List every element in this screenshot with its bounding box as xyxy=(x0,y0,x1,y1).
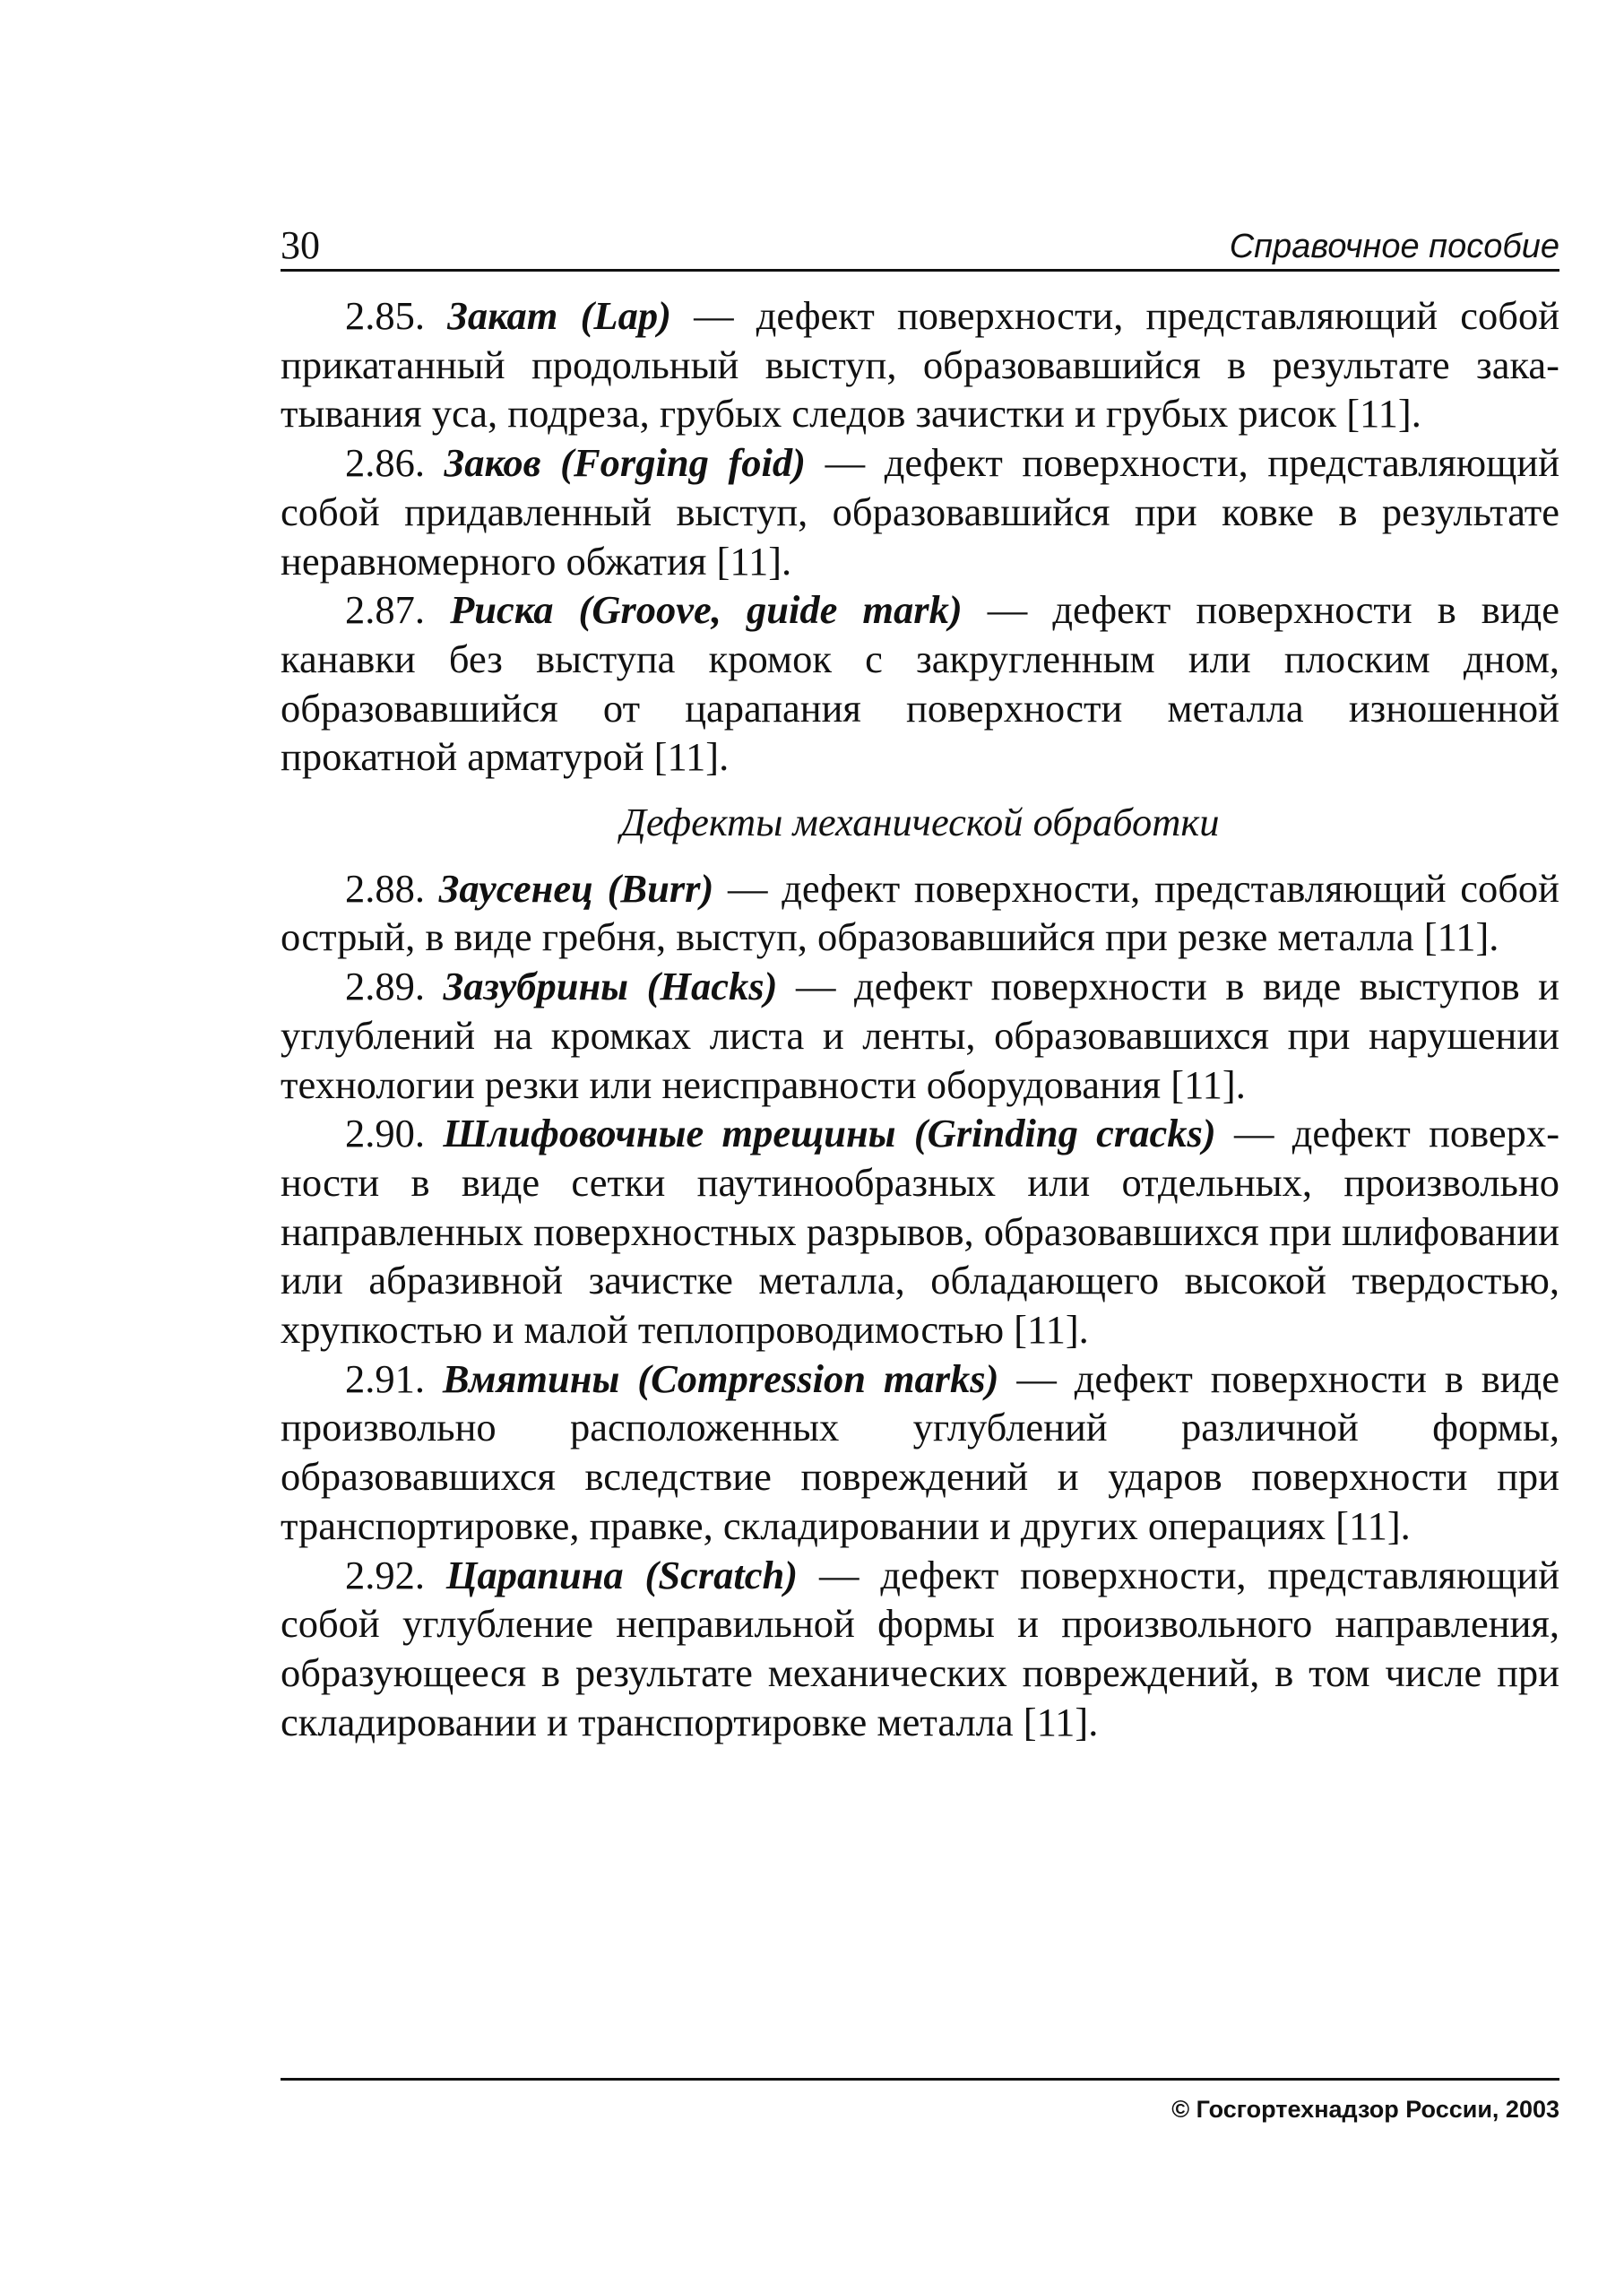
page-number: 30 xyxy=(281,223,320,267)
entry-term: Зазубрины (Hacks) xyxy=(443,964,778,1009)
header-rule xyxy=(281,269,1559,272)
entry-definition: — дефект поверхности в виде канавки без выступа кромок с закругленным или плоским дном, образовавшийся от царапания поверхности металла изношенной прокатной арматурой [11]. xyxy=(281,587,1560,780)
entry-definition: — дефект поверхности, представляющий собой придавленный выступ, образовавшийся при ковке в результате неравномерного обжатия [11]. xyxy=(281,440,1560,584)
entry-number: 2.89. xyxy=(345,964,425,1009)
copyright-notice: © Госгортехнадзор России, 2003 xyxy=(1171,2096,1559,2123)
entry-number: 2.85. xyxy=(345,293,425,338)
section-heading: Дефекты механической обработки xyxy=(620,800,1220,845)
definition-entry xyxy=(281,585,1559,782)
entry-definition: — дефект поверхности, представляющий собой прикатанный продольный выступ, образовавшийся в результате закатывания уса, подреза, грубых следов зачистки и грубых рисок [11]. xyxy=(281,293,1560,437)
entry-term: Риска (Groove, guide mark) xyxy=(450,587,963,633)
footer-rule xyxy=(281,2078,1559,2081)
definition-entry xyxy=(281,1354,1559,1551)
entry-definition: — дефект поверхности в виде выступов и углублений на кромках листа и ленты, образовавшихся при нарушении технологии резки или неисправности оборудования [11]. xyxy=(281,964,1559,1107)
entry-term: Заусенец (Burr) xyxy=(438,865,714,911)
definition-entry xyxy=(281,962,1559,1109)
entry-number: 2.88. xyxy=(345,865,425,911)
definition-entry xyxy=(281,438,1559,585)
entry-number: 2.87. xyxy=(345,587,425,633)
entry-definition: — дефект поверхности, представляющий собой острый, в виде гребня, выступ, образовавшийся при резке металла [11]. xyxy=(281,865,1559,960)
entry-term: Закат (Lap) xyxy=(447,293,671,338)
definition-entry xyxy=(281,1109,1559,1354)
entry-number: 2.86. xyxy=(345,440,425,486)
definition-entry xyxy=(281,864,1559,962)
entry-term: Царапина (Scratch) xyxy=(445,1552,799,1597)
entry-number: 2.90. xyxy=(345,1111,425,1156)
document-body xyxy=(281,291,1559,1746)
definition-entry xyxy=(281,291,1559,438)
entry-definition: — дефект поверхности, представляющий собой углубление неправильной формы и произвольного направления, образующееся в результате механических повреждений, в том числе при складировании и транспортировке металла [11]. xyxy=(281,1552,1560,1744)
entry-term: Вмятины (Compression marks) xyxy=(442,1355,999,1401)
definition-entry xyxy=(281,1551,1559,1747)
entry-term: Шлифовочные трещины (Grinding cracks) xyxy=(443,1111,1216,1156)
entry-term: Заков (Forging foid) xyxy=(444,440,806,486)
entry-definition: — дефект поверхности в виде произвольно расположенных углублений различной формы, образовавшихся вследствие повреждений и ударов поверхности при транспортировке, правке, складировании и других операциях [11]. xyxy=(281,1355,1560,1548)
entry-definition: — дефект поверхности в виде сетки паутинообразных или отдельных, произвольно направленных поверхностных разрывов, образовавшихся при шлифовании или абразивной зачистке металла, обладающего высокой твердостью, хрупкостью и малой теплопроводимостью [11]. xyxy=(281,1111,1560,1353)
running-title: Справочное пособие xyxy=(1229,228,1559,265)
entry-number: 2.92. xyxy=(345,1552,425,1597)
entry-number: 2.91. xyxy=(345,1355,425,1401)
